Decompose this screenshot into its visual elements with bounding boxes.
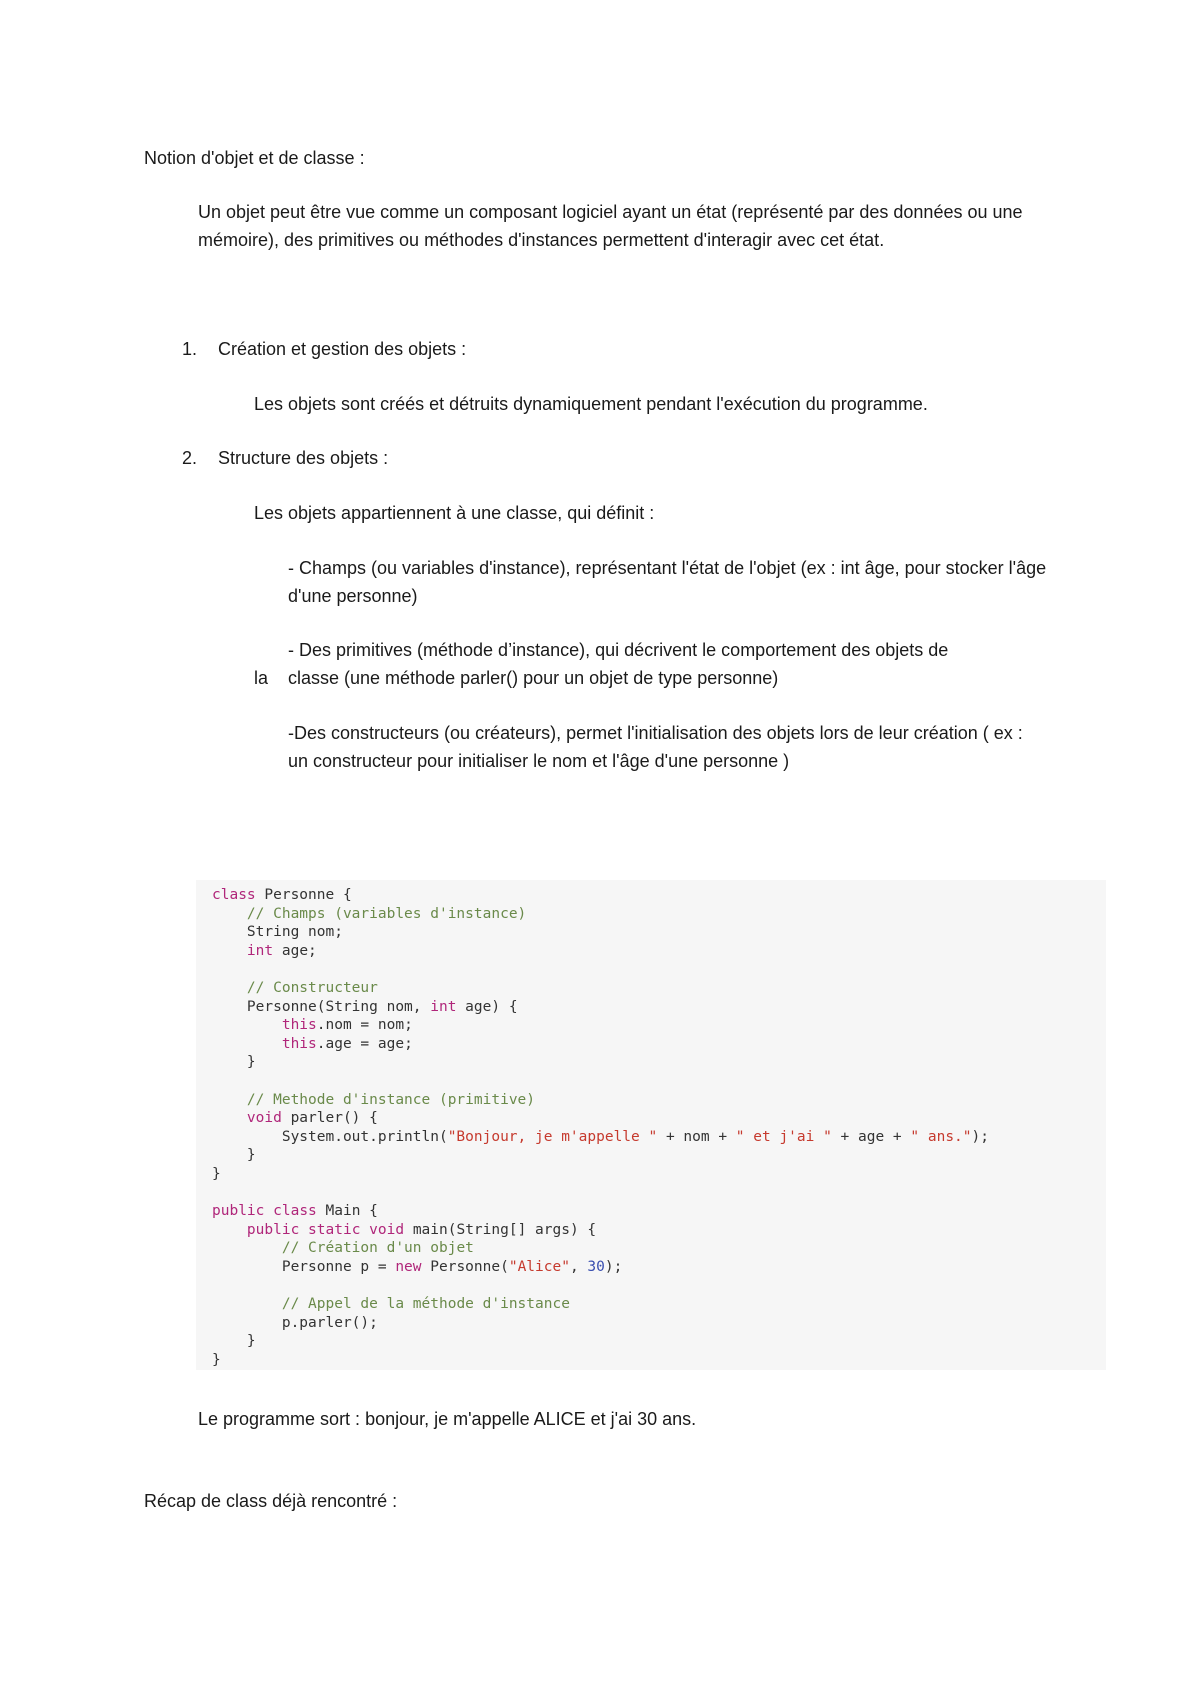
recap-heading: Récap de class déjà rencontré :	[144, 1491, 398, 1511]
program-output: Le programme sort : bonjour, je m'appelle ALICE et j'ai 30 ans.	[198, 1409, 697, 1429]
code-line: this.nom = nom;	[281, 1017, 413, 1034]
list-item	[182, 444, 388, 472]
bullet-primitives-line2: classe (une méthode parler() pour un objet de type personne)	[288, 668, 779, 688]
code-line: }	[212, 1333, 256, 1350]
list-text: Les objets appartiennent à une classe, qui définit :	[254, 503, 655, 523]
list-title: Structure des objets :	[218, 448, 389, 468]
list-text: Les objets sont créés et détruits dynamiquement pendant l'exécution du programme.	[254, 394, 928, 414]
code-line: // Création d'un objet	[281, 1240, 474, 1257]
code-line: p.parler();	[212, 1314, 378, 1331]
code-line: Personne(String nom, int age) {	[212, 998, 518, 1015]
code-line	[212, 1276, 1090, 1295]
code-line: System.out.println("Bonjour, je m'appelle " + nom + " et j'ai " + age + " ans.");	[212, 1128, 989, 1145]
code-line: // Constructeur	[246, 979, 378, 996]
page-title: Notion d'objet et de classe :	[144, 148, 365, 168]
list-number: 2.	[182, 448, 198, 468]
code-line: this.age = age;	[281, 1035, 413, 1052]
list-title: Création et gestion des objets :	[218, 339, 467, 359]
code-line: }	[212, 1165, 221, 1182]
code-line: }	[212, 1147, 256, 1164]
code-line: public static void main(String[] args) {	[246, 1221, 597, 1238]
code-line: }	[212, 1351, 221, 1368]
code-line: // Champs (variables d'instance)	[246, 905, 527, 922]
code-line: // Appel de la méthode d'instance	[281, 1296, 570, 1313]
code-block	[196, 880, 1106, 1370]
code-line: }	[212, 1054, 256, 1071]
code-line: Personne p = new Personne("Alice", 30);	[212, 1258, 623, 1275]
code-line	[212, 1072, 1090, 1091]
code-line	[212, 960, 1090, 979]
code-line: // Methode d'instance (primitive)	[246, 1091, 536, 1108]
list-number: 1.	[182, 339, 198, 359]
bullet-primitives-line1: - Des primitives (méthode d’instance), qui décrivent le comportement des objets de	[288, 640, 949, 660]
bullet-champs: - Champs (ou variables d'instance), représentant l'état de l'objet (ex : int âge, pour stocker l'âge d'une personne)	[288, 558, 1047, 606]
list-item	[182, 335, 466, 363]
intro-paragraph: Un objet peut être vue comme un composant logiciel ayant un état (représenté par des données ou une mémoire), des primitives ou méthodes d'instances permettent d'interagir avec cet état.	[198, 202, 1023, 250]
code-line: String nom;	[212, 924, 343, 941]
code-line: int age;	[246, 942, 317, 959]
code-line: void parler() {	[246, 1110, 378, 1127]
code-line	[212, 1184, 1090, 1203]
code-line: class Personne {	[212, 887, 352, 903]
code-line: public class Main {	[212, 1203, 378, 1220]
bullet-primitives-prefix: la	[254, 668, 269, 688]
bullet-constructeurs: -Des constructeurs (ou créateurs), permet l'initialisation des objets lors de leur création ( ex : un constructeur pour initialiser le nom et l'âge d'une personne )	[288, 723, 1023, 771]
